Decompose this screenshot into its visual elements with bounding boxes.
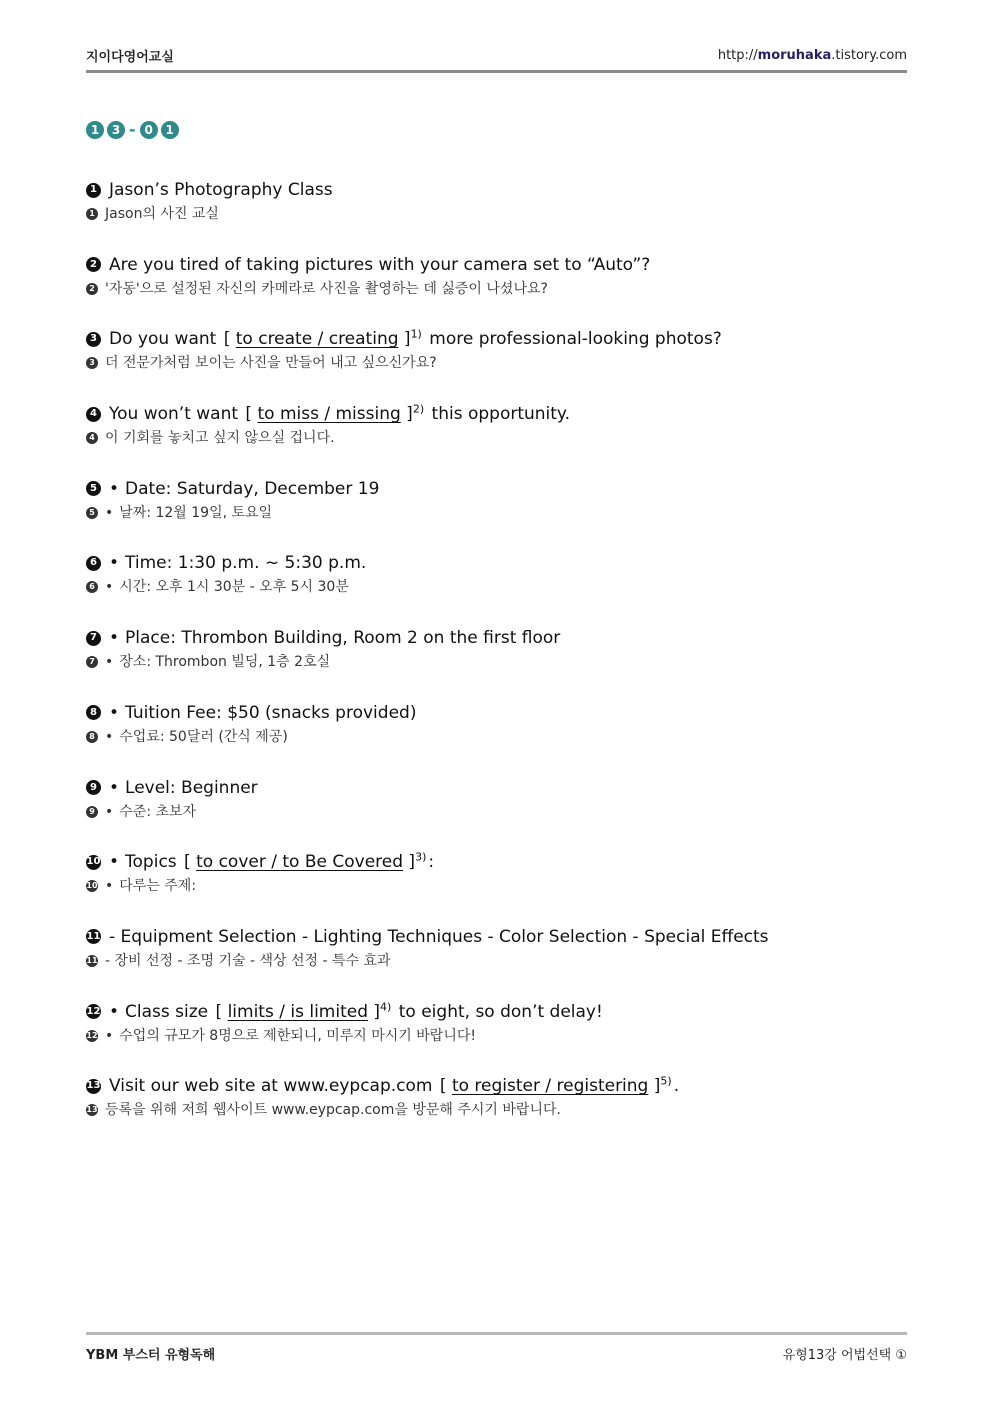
translation-number: 10 (86, 881, 98, 891)
sentence-item (86, 626, 907, 701)
korean-text: Jason의 사진 교실 (105, 206, 219, 222)
footer-lesson-title: 유형13강 어법선택 ① (782, 1348, 907, 1363)
korean-translation (86, 351, 907, 375)
korean-text: 다루는 주제: (119, 878, 197, 895)
bullet: • (109, 702, 120, 723)
sentence-number: 5 (86, 481, 101, 496)
english-sentence (86, 327, 907, 351)
korean-translation (86, 874, 907, 898)
english-sentence (86, 850, 907, 874)
korean-text: '자동'으로 설정된 자신의 카메라로 사진을 촬영하는 데 싫증이 나셨나요? (105, 280, 548, 297)
question-mark-number: 2) (412, 402, 425, 416)
footer-rule (86, 1332, 907, 1335)
english-sentence (86, 402, 907, 426)
korean-translation (86, 501, 907, 525)
korean-translation (86, 650, 907, 674)
english-text: Topics (125, 852, 177, 873)
bullet: • (109, 777, 120, 798)
choice-options: to cover / to Be Covered (196, 852, 404, 873)
english-sentence (86, 701, 907, 725)
sentence-item (86, 551, 907, 626)
sentence-number: 13 (86, 1079, 101, 1094)
translation-number: 9 (86, 806, 98, 818)
choice-options: to register / registering (451, 1076, 649, 1097)
korean-translation (86, 1024, 907, 1048)
english-sentence (86, 776, 907, 800)
translation-number: 11 (86, 955, 98, 965)
translation-number: 1 (86, 208, 98, 220)
question-mark-number: 3) (415, 850, 427, 864)
sentence-item (86, 850, 907, 925)
bullet: • (109, 1001, 120, 1022)
korean-text: 수업료: 50달러 (간식 제공) (119, 728, 288, 745)
lesson-code (86, 120, 179, 139)
lesson-digit: 1 (86, 121, 104, 139)
question-mark-number: 5) (660, 1074, 672, 1088)
question-mark-number: 1) (410, 327, 422, 341)
sentence-item (86, 701, 907, 776)
translation-number: 13 (86, 1105, 98, 1115)
translation-number: 12 (86, 1030, 98, 1040)
sentence-number: 2 (86, 257, 101, 272)
korean-translation (86, 202, 907, 226)
english-text: Date: Saturday, December 19 (125, 478, 380, 499)
bullet: • (109, 852, 120, 873)
korean-text: 더 전문가처럼 보이는 사진을 만들어 내고 싶으신가요? (105, 355, 437, 372)
bullet: • (105, 803, 114, 820)
sentence-number: 11 (86, 929, 101, 944)
grammar-choice[interactable]: [ to miss / missing ]$^{2)}$ (240, 402, 425, 425)
translation-number: 6 (86, 581, 98, 593)
korean-translation (86, 575, 907, 599)
lesson-digit: 3 (107, 121, 125, 139)
translation-number: 4 (86, 432, 98, 444)
sentence-number: 8 (86, 705, 101, 720)
grammar-choice[interactable]: [ to register / registering ]$^{5)}$ (434, 1074, 672, 1097)
english-text: this opportunity. (431, 404, 570, 425)
english-text: Place: Thrombon Building, Room 2 on the first floor (125, 628, 561, 649)
bullet: • (105, 654, 114, 671)
korean-translation (86, 725, 907, 749)
english-sentence (86, 1074, 907, 1098)
bullet: • (105, 728, 114, 745)
sentence-number: 7 (86, 631, 101, 646)
korean-translation (86, 949, 907, 973)
bullet: • (109, 628, 120, 649)
english-text: Jason’s Photography Class (109, 180, 333, 200)
english-text: . (673, 1076, 680, 1097)
korean-translation (86, 800, 907, 824)
lesson-digit: 0 (140, 121, 158, 139)
korean-text: 시간: 오후 1시 30분 - 오후 5시 30분 (119, 579, 349, 596)
english-sentence (86, 925, 907, 949)
lesson-separator: - (129, 120, 136, 139)
english-text: Level: Beginner (125, 777, 258, 798)
english-text: more professional-looking photos? (429, 329, 722, 350)
grammar-choice[interactable]: [ to create / creating ]$^{1)}$ (218, 327, 422, 350)
bullet: • (109, 553, 120, 574)
english-text: : (428, 852, 435, 873)
bullet: • (109, 478, 120, 499)
korean-text: 수준: 초보자 (119, 803, 197, 820)
page-header (86, 46, 907, 65)
english-sentence (86, 477, 907, 501)
korean-text: - 장비 선정 - 조명 기술 - 색상 선정 - 특수 효과 (105, 952, 391, 969)
english-text: to eight, so don’t delay! (398, 1001, 603, 1022)
sentence-number: 3 (86, 332, 101, 347)
korean-text: 등록을 위해 저희 웹사이트 www.eypcap.com을 방문해 주시기 바랍니다. (105, 1102, 561, 1119)
grammar-choice[interactable]: [ limits / is limited ]$^{4)}$ (210, 999, 392, 1022)
choice-options: to create / creating (235, 329, 399, 350)
sentence-item (86, 402, 907, 477)
header-rule (86, 70, 907, 73)
sentence-item (86, 1000, 907, 1075)
bullet: • (105, 878, 114, 895)
korean-translation (86, 277, 907, 301)
english-sentence (86, 1000, 907, 1024)
english-text: Visit our web site at www.eypcap.com (109, 1076, 433, 1097)
url-prefix: http:// (717, 48, 758, 63)
question-mark-number: 4) (380, 999, 392, 1013)
bullet: • (105, 504, 114, 521)
grammar-choice[interactable]: [ to cover / to Be Covered ]$^{3)}$ (178, 850, 427, 873)
english-text: Time: 1:30 p.m. ~ 5:30 p.m. (125, 553, 367, 574)
sentence-item (86, 178, 907, 253)
bullet: • (105, 1027, 114, 1044)
choice-options: to miss / missing (257, 404, 401, 425)
translation-number: 2 (86, 283, 98, 295)
english-text: Are you tired of taking pictures with your camera set to “Auto”? (109, 254, 651, 275)
english-text: Do you want (109, 329, 217, 350)
english-sentence (86, 626, 907, 650)
sentence-item (86, 1074, 907, 1149)
sentence-number: 9 (86, 780, 101, 795)
sentence-number: 6 (86, 556, 101, 571)
sentence-number: 10 (86, 855, 101, 870)
sentence-item (86, 477, 907, 552)
translation-number: 7 (86, 656, 98, 668)
english-text: - Equipment Selection - Lighting Techniques - Color Selection - Special Effects (109, 926, 769, 947)
english-text: You won’t want (109, 404, 239, 425)
sentence-number: 4 (86, 407, 101, 422)
url-suffix: .tistory.com (831, 48, 907, 63)
korean-translation (86, 426, 907, 450)
sentence-item (86, 327, 907, 402)
translation-number: 8 (86, 731, 98, 743)
sentence-list (86, 178, 907, 1149)
korean-text: 장소: Thrombon 빌딩, 1층 2호실 (119, 654, 331, 671)
english-sentence (86, 253, 907, 277)
header-title: 지이다영어교실 (86, 50, 174, 65)
sentence-number: 1 (86, 183, 101, 198)
korean-text: 수업의 규모가 8명으로 제한되니, 미루지 마시기 바랍니다! (119, 1027, 476, 1044)
bullet: • (105, 579, 114, 596)
english-sentence (86, 551, 907, 575)
lesson-digit: 1 (161, 121, 179, 139)
korean-text: 이 기회를 놓치고 싶지 않으실 겁니다. (105, 430, 335, 447)
english-text: Class size (125, 1001, 209, 1022)
sentence-number: 12 (86, 1004, 101, 1019)
sentence-item (86, 776, 907, 851)
korean-translation (86, 1098, 907, 1122)
translation-number: 5 (86, 507, 98, 519)
sentence-item (86, 253, 907, 328)
url-strong: moruhaka (757, 48, 832, 63)
translation-number: 3 (86, 357, 98, 369)
korean-text: 날짜: 12월 19일, 토요일 (119, 504, 273, 521)
page-footer (86, 1344, 907, 1363)
english-sentence (86, 178, 907, 202)
choice-options: limits / is limited (227, 1001, 368, 1022)
english-text: Tuition Fee: $50 (snacks provided) (125, 702, 417, 723)
sentence-item (86, 925, 907, 1000)
header-url[interactable] (718, 48, 907, 63)
footer-book-title: YBM 부스터 유형독해 (86, 1348, 216, 1363)
